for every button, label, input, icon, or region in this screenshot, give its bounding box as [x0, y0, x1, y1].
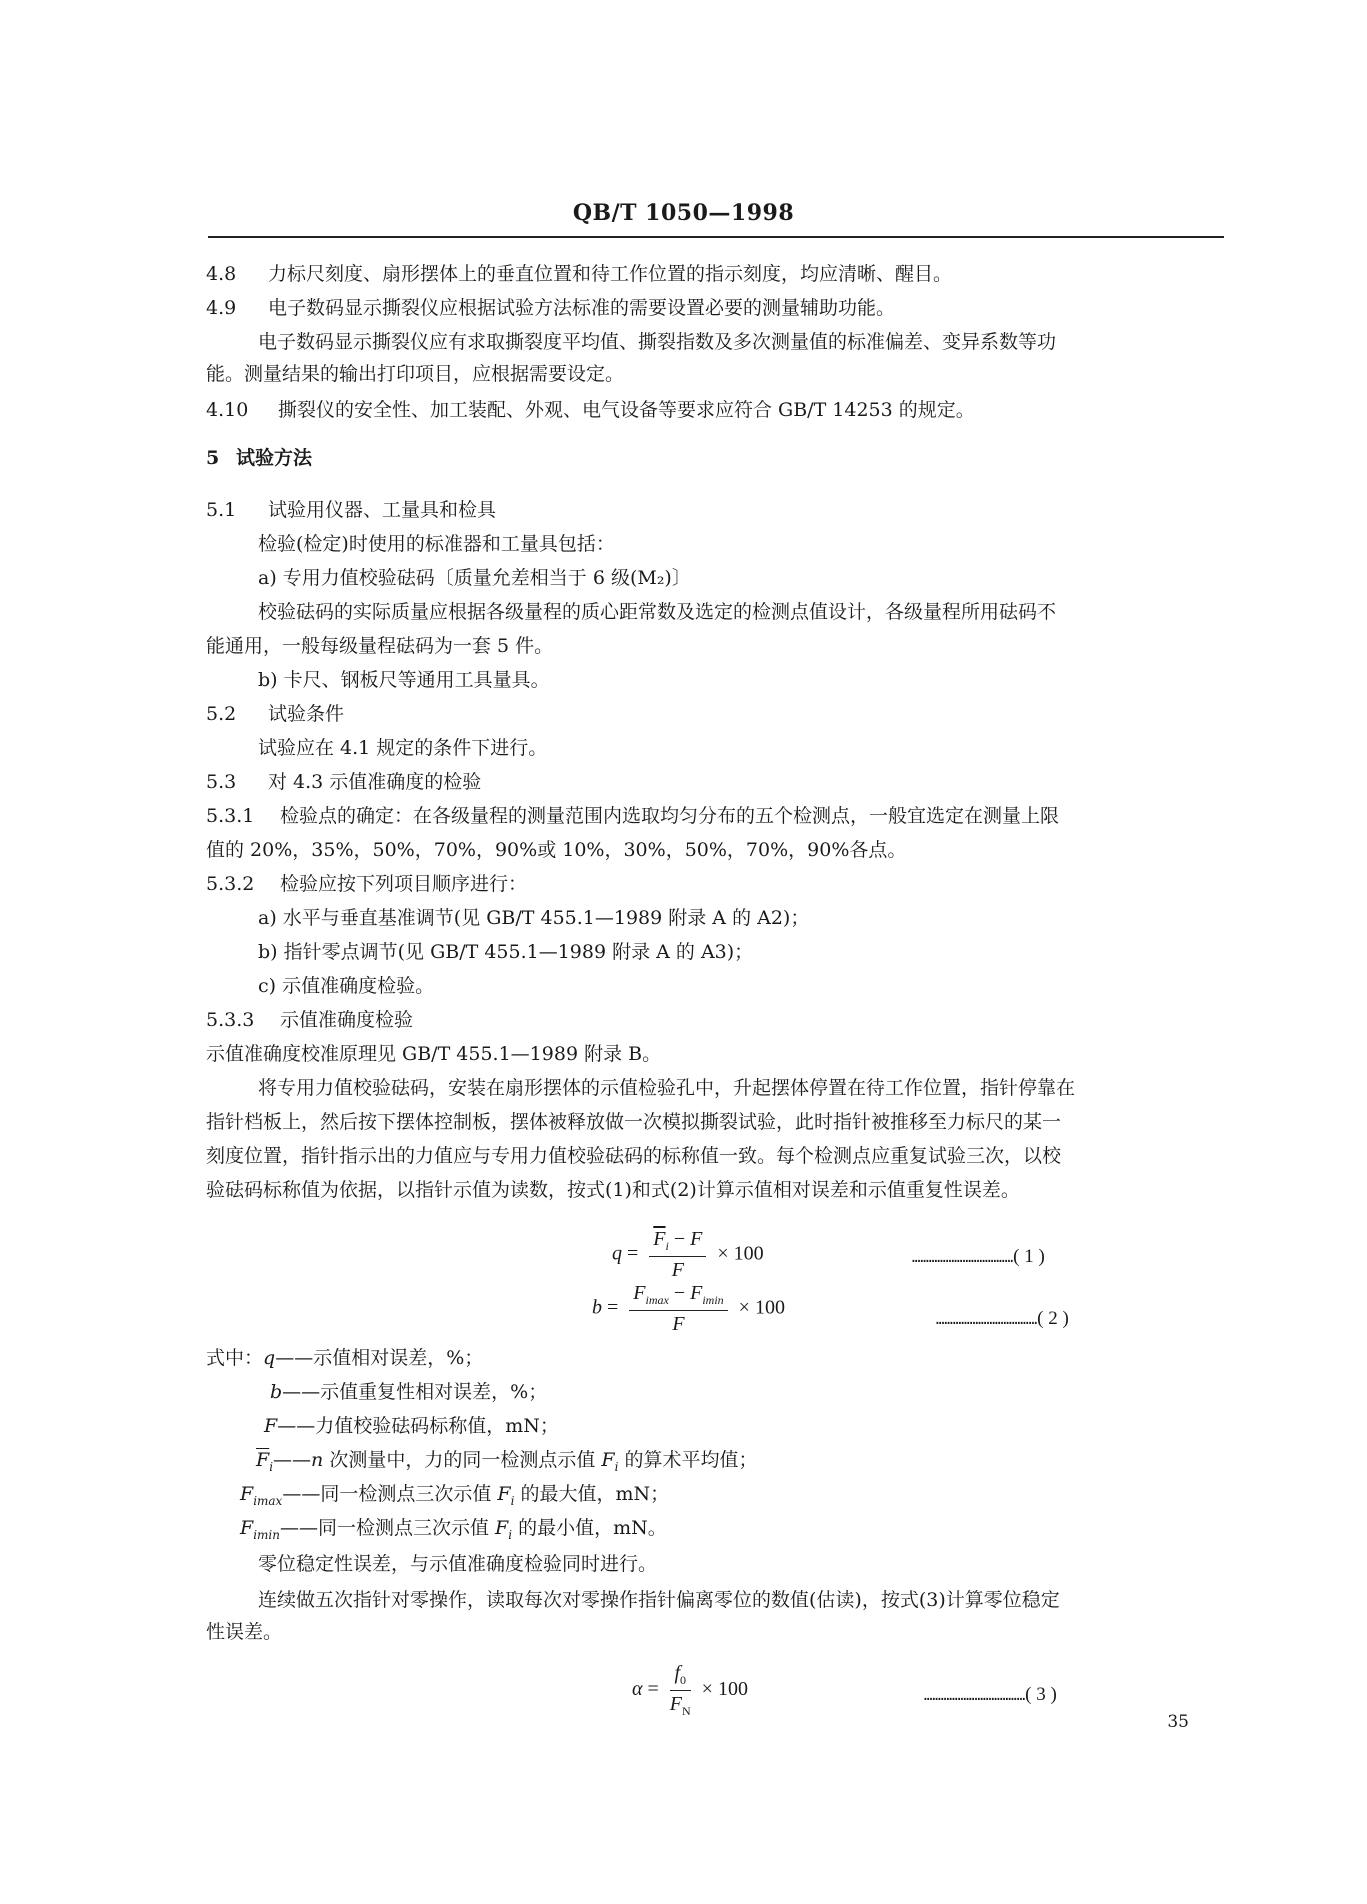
line-text: 校验砝码的实际质量应根据各级量程的质心距常数及选定的检测点值设计，各级量程所用砝码不: [258, 601, 1057, 623]
line-text: 对 4.3 示值准确度的检验: [268, 771, 482, 793]
equation-number-1: ( 1 ): [1013, 1246, 1045, 1267]
standard-code-header: QB/T 1050—1998: [572, 200, 795, 226]
equation-number-2: ( 2 ): [1037, 1308, 1069, 1329]
line-text: b) 卡尺、钢板尺等通用工具量具。: [258, 669, 550, 691]
definition-fimin: $F_{imin}——$同一检测点三次示值 $F_i$ 的最小值，mN。: [240, 1517, 667, 1542]
line-text: b) 指针零点调节(见 GB/T 455.1—1989 附录 A 的 A3)；: [258, 941, 754, 963]
clause-number: 5: [206, 447, 220, 469]
clause-number: 4.9: [206, 297, 237, 319]
line-text: 示值准确度检验: [280, 1009, 414, 1031]
clause-number: 4.10: [206, 399, 249, 421]
definitions-intro: 式中：q——示值相对误差，%；: [206, 1347, 484, 1369]
clause-number: 4.8: [206, 263, 237, 285]
formula-1-multiplier: × 100: [717, 1242, 764, 1265]
line-text: 值的 20%，35%，50%，70%，90%或 10%，30%，50%，70%，90%各点。: [206, 839, 907, 861]
line-text: 能通用，一般每级量程砝码为一套 5 件。: [206, 635, 554, 657]
formula-2-leader: ………………………………( 2 ): [936, 1308, 1069, 1329]
line-text: 刻度位置，指针指示出的力值应与专用力值校验砝码的标称值一致。每个检测点应重复试验三次，以校: [206, 1145, 1062, 1167]
line-text: 试验方法: [236, 447, 313, 469]
clause-number: 5.3.2: [206, 873, 255, 895]
formula-2-lhs: b: [592, 1296, 602, 1319]
line-text: 指针档板上，然后按下摆体控制板，摆体被释放做一次模拟撕裂试验，此时指针被推移至力标尺的某一: [206, 1111, 1062, 1133]
zero-stability-intro: 零位稳定性误差，与示值准确度检验同时进行。: [258, 1553, 658, 1575]
line-text: 验砝码标称值为依据，以指针示值为读数，按式(1)和式(2)计算示值相对误差和示值重复性误差。: [206, 1179, 1020, 1201]
line-text: 能。测量结果的输出打印项目，应根据需要设定。: [206, 363, 625, 385]
header-divider: [208, 236, 1224, 238]
formula-3-fraction: $\frac{f_0}{F_N}$: [669, 1662, 691, 1718]
formula-2-multiplier: × 100: [738, 1296, 785, 1319]
line-text: 检验应按下列项目顺序进行：: [280, 873, 528, 895]
clause-number: 5.1: [206, 499, 237, 521]
definition-fimax: $F_{imax}——$同一检测点三次示值 $F_i$ 的最大值，mN；: [240, 1483, 670, 1508]
line-text: a) 专用力值校验砝码〔质量允差相当于 6 级(M₂)〕: [258, 567, 691, 589]
line-text: 电子数码显示撕裂仪应有求取撕裂度平均值、撕裂指数及多次测量值的标准偏差、变异系数等功: [258, 331, 1057, 353]
clause-number: 5.3.1: [206, 805, 255, 827]
formula-3-multiplier: × 100: [701, 1678, 748, 1701]
line-text: 示值准确度校准原理见 GB/T 455.1—1989 附录 B。: [206, 1043, 662, 1065]
line-text: 试验用仪器、工量具和检具: [268, 499, 497, 521]
formula-1-lhs: q: [612, 1242, 622, 1265]
line-text: 将专用力值校验砝码，安装在扇形摆体的示值检验孔中，升起摆体停置在待工作位置，指针停靠在: [258, 1077, 1076, 1099]
definition-fi-mean: $\overline{F}_i——n$ 次测量中，力的同一检测点示值 $F_i$ 的算术平均值；: [256, 1449, 758, 1474]
equation-number-3: ( 3 ): [1025, 1684, 1057, 1705]
line-text: 电子数码显示撕裂仪应根据试验方法标准的需要设置必要的测量辅助功能。: [268, 297, 896, 319]
formula-3: α = $\frac{f_0}{F_N}$ × 100: [632, 1662, 748, 1718]
line-text: a) 水平与垂直基准调节(见 GB/T 455.1—1989 附录 A 的 A2)；: [258, 907, 810, 929]
formula-1: q = $\frac{\overline{F}_i - F}{F}$ × 100: [612, 1228, 764, 1281]
line-text: 撕裂仪的安全性、加工装配、外观、电气设备等要求应符合 GB/T 14253 的规定。: [278, 399, 975, 421]
definition-f: F——力值校验砝码标称值，mN；: [264, 1415, 559, 1437]
line-text: 检验点的确定：在各级量程的测量范围内选取均匀分布的五个检测点，一般宜选定在测量上限: [280, 805, 1060, 827]
formula-2: b = $\frac{F_{imax} - F_{imin}}{F}$ × 100: [592, 1282, 785, 1335]
line-text: 试验条件: [268, 703, 345, 725]
formula-3-leader: ………………………………( 3 ): [924, 1684, 1057, 1705]
clause-number: 5.3: [206, 771, 237, 793]
line-text: 试验应在 4.1 规定的条件下进行。: [258, 737, 548, 759]
formula-2-fraction: $\frac{F_{imax} - F_{imin}}{F}$: [629, 1282, 727, 1336]
formula-1-leader: ………………………………( 1 ): [912, 1246, 1045, 1267]
clause-number: 5.2: [206, 703, 237, 725]
zero-stability-paragraph-line-1: 连续做五次指针对零操作，读取每次对零操作指针偏离零位的数值(估读)，按式(3)计算零位稳定: [258, 1589, 1060, 1611]
definition-b: b——示值重复性相对误差，%；: [270, 1381, 548, 1403]
page-number: 35: [1167, 1712, 1189, 1732]
line-text: 检验(检定)时使用的标准器和工量具包括：: [258, 533, 615, 555]
zero-stability-paragraph-line-2: 性误差。: [206, 1621, 283, 1643]
line-text: c) 示值准确度检验。: [258, 975, 435, 997]
clause-number: 5.3.3: [206, 1009, 255, 1031]
formula-1-fraction: $\frac{\overline{F}_i - F}{F}$: [649, 1228, 706, 1282]
line-text: 力标尺刻度、扇形摆体上的垂直位置和待工作位置的指示刻度，均应清晰、醒目。: [268, 263, 953, 285]
formula-3-lhs: α: [632, 1678, 643, 1701]
